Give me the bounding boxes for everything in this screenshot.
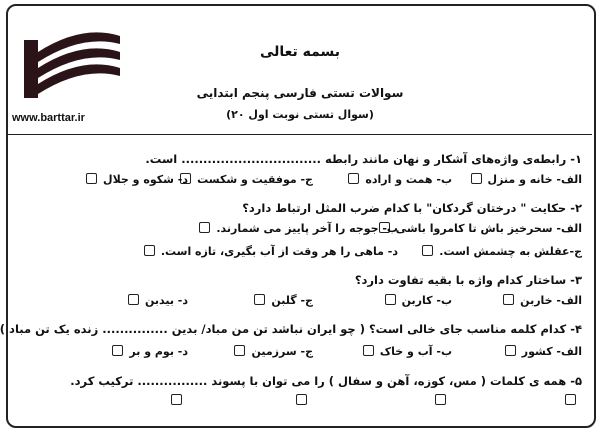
option-label: الف- خاربن xyxy=(520,294,582,307)
q3-option-c[interactable] xyxy=(254,294,313,307)
option-label: ج-عقلش به چشمش است. xyxy=(439,245,582,258)
checkbox-icon[interactable] xyxy=(471,173,482,184)
checkbox-icon[interactable] xyxy=(385,294,396,305)
option-label: ج- گلبن xyxy=(271,294,313,307)
barttar-logo xyxy=(22,30,122,100)
q4-option-a[interactable] xyxy=(505,345,582,358)
page-title: سوالات تستی فارسی پنجم ابتدایی xyxy=(196,86,404,100)
q5-option-d[interactable] xyxy=(171,394,188,407)
option-label: د- شکوه و جلال xyxy=(103,173,188,186)
option-label: ج- موفقیت و شکست xyxy=(197,173,313,186)
q2-option-d[interactable] xyxy=(144,245,398,258)
q3-option-d[interactable] xyxy=(128,294,188,307)
q3-option-b[interactable] xyxy=(385,294,452,307)
question-1: ۱- رابطه‌ی واژه‌های آشکار و نهان مانند رابطه ................................ است. xyxy=(145,152,582,166)
q1-option-a[interactable] xyxy=(471,173,582,186)
option-label: الف- خانه و منزل xyxy=(487,173,582,186)
checkbox-icon[interactable] xyxy=(503,294,514,305)
q5-option-a[interactable] xyxy=(565,394,582,407)
q2-option-c[interactable] xyxy=(422,245,582,258)
checkbox-icon[interactable] xyxy=(199,222,210,233)
option-label: د- بیدبن xyxy=(144,294,188,307)
q1-option-c[interactable] xyxy=(180,173,313,186)
q5-option-c[interactable] xyxy=(296,394,313,407)
q4-option-c[interactable] xyxy=(234,345,313,358)
option-label: د- ماهی را هر وقت از آب بگیری، تازه است. xyxy=(160,245,398,258)
question-2: ۲- حکایت " درختان گردکان" با کدام ضرب المثل ارتباط دارد؟ xyxy=(242,201,582,215)
checkbox-icon[interactable] xyxy=(422,245,433,256)
question-5: ۵- همه ی کلمات ( مس، کوزه، آهن و سفال ) را می توان با پسوند ................ ترکیب کرد. xyxy=(70,374,582,388)
question-3: ۳- ساختار کدام واژه با بقیه تفاوت دارد؟ xyxy=(354,273,582,287)
checkbox-icon[interactable] xyxy=(128,294,139,305)
option-label: ب- آب و خاک xyxy=(379,345,452,358)
checkbox-icon[interactable] xyxy=(348,173,359,184)
option-label: ج- سرزمین xyxy=(251,345,313,358)
q2-option-b[interactable] xyxy=(199,222,398,235)
q3-option-a[interactable] xyxy=(503,294,582,307)
checkbox-icon[interactable] xyxy=(254,294,265,305)
page-subtitle: (۲۰ سوال تستی نوبت اول) xyxy=(226,108,374,121)
q1-option-b[interactable] xyxy=(348,173,452,186)
bismillah: بسمه تعالی xyxy=(259,44,341,60)
option-label: د- بوم و بر xyxy=(129,345,188,358)
checkbox-icon[interactable] xyxy=(144,245,155,256)
option-label: الف- کشور xyxy=(521,345,582,358)
checkbox-icon[interactable] xyxy=(505,345,516,356)
q4-option-b[interactable] xyxy=(363,345,452,358)
option-label: ب- همت و اراده xyxy=(365,173,452,186)
checkbox-icon[interactable] xyxy=(234,345,245,356)
q1-option-d[interactable] xyxy=(86,173,188,186)
q4-option-d[interactable] xyxy=(112,345,188,358)
checkbox-icon[interactable] xyxy=(112,345,123,356)
site-url[interactable]: www.barttar.ir xyxy=(12,112,85,124)
option-label: ب- جوجه را آخر پاییز می شمارند. xyxy=(216,222,398,235)
checkbox-icon[interactable] xyxy=(363,345,374,356)
q2-option-a[interactable] xyxy=(379,222,582,235)
checkbox-icon[interactable] xyxy=(86,173,97,184)
question-4: ۴- کدام کلمه مناسب جای خالی است؟ ( چو ایران نباشد تن من مباد/ بدین ............... زنده یک تن مباد ) xyxy=(0,322,582,336)
header-divider xyxy=(8,134,592,135)
option-label: ب- کاربن xyxy=(401,294,452,307)
option-label: الف- سحرخیز باش تا کامروا باشی xyxy=(395,222,582,235)
q5-option-b[interactable] xyxy=(435,394,452,407)
